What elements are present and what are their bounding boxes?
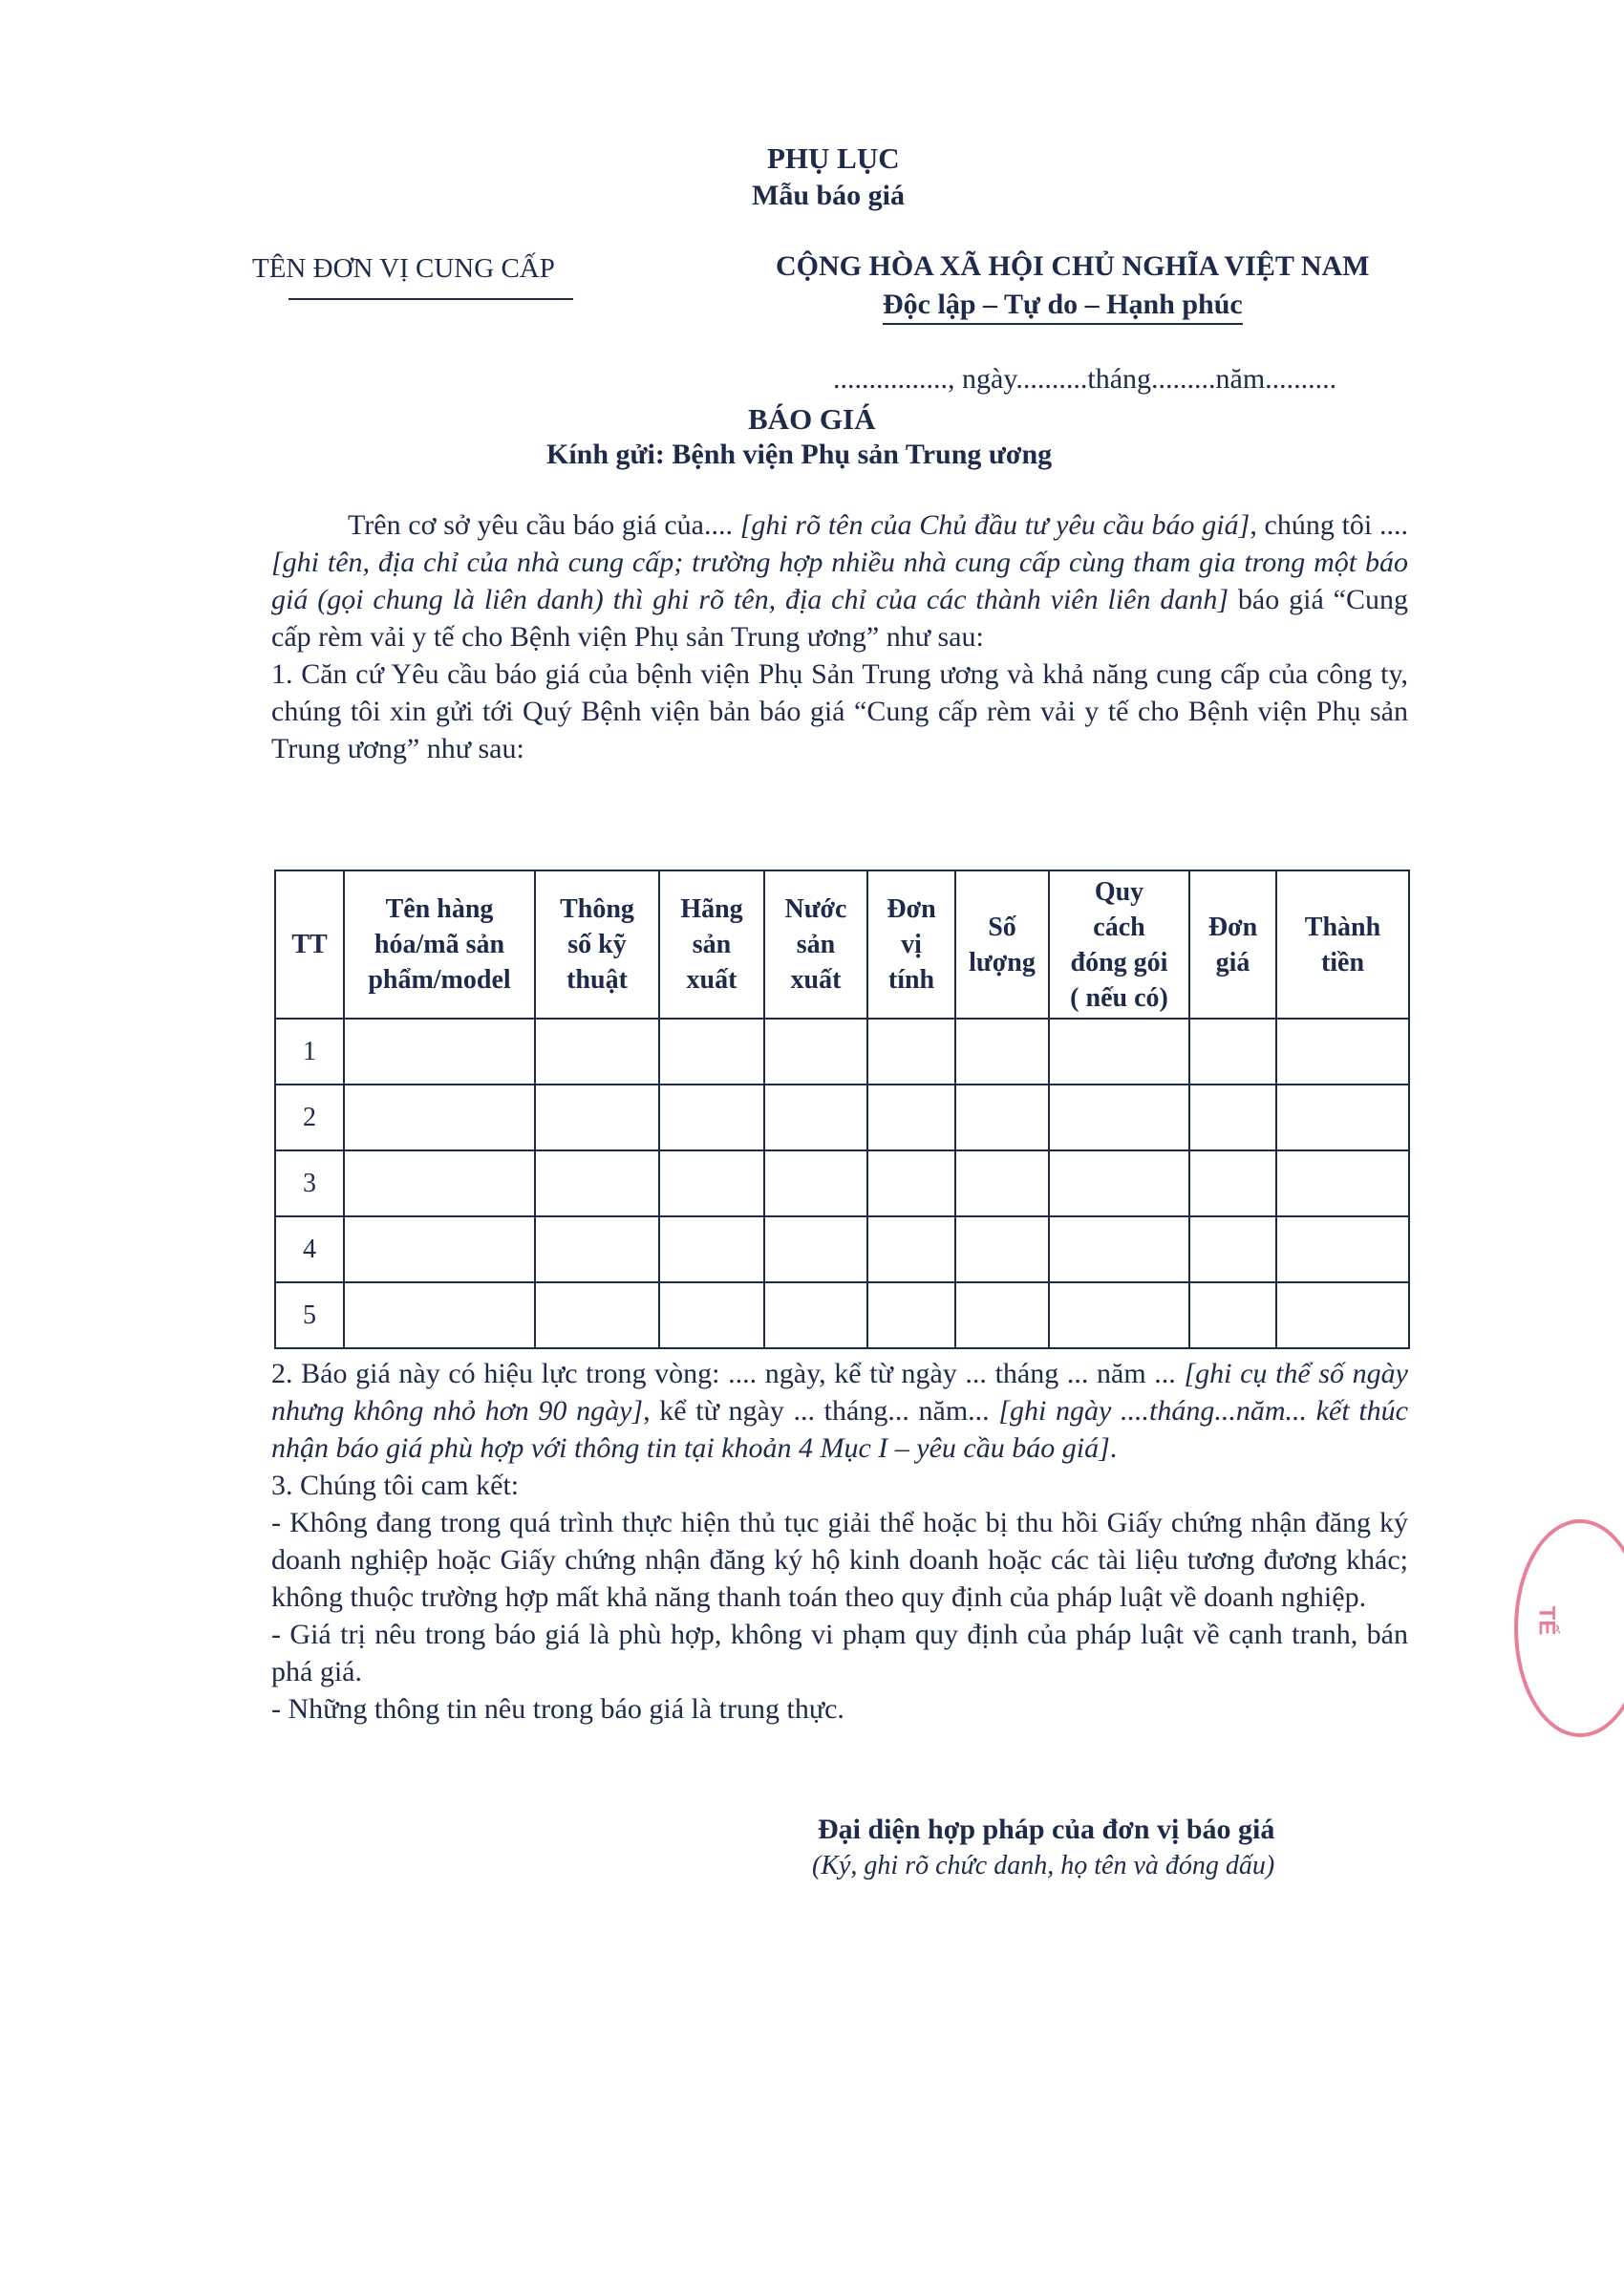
table-body bbox=[275, 1019, 1409, 1348]
header-unit-price: Đơn giá bbox=[1189, 870, 1276, 1019]
header-tt: TT bbox=[275, 870, 344, 1019]
empty-cell bbox=[955, 1150, 1049, 1216]
intro-text-3: báo giá “Cung cấp rèm vải y tế cho Bệnh viện Phụ sản Trung ương” như sau: bbox=[271, 584, 1408, 653]
table-row bbox=[275, 1216, 1409, 1282]
header-manufacturer: Hãng sản xuất bbox=[659, 870, 764, 1019]
supplier-underline bbox=[288, 298, 573, 300]
republic-heading: CỘNG HÒA XÃ HỘI CHỦ NGHĨA VIỆT NAM bbox=[776, 250, 1370, 282]
quote-title: BÁO GIÁ bbox=[748, 402, 876, 436]
table-row bbox=[275, 1085, 1409, 1150]
table-row bbox=[275, 1150, 1409, 1216]
empty-cell bbox=[867, 1282, 955, 1348]
terms-section bbox=[271, 1355, 1408, 1728]
intro-text-2: , chúng tôi .... bbox=[1250, 509, 1408, 541]
empty-cell bbox=[659, 1019, 764, 1085]
header-spec: Thông số kỹ thuật bbox=[535, 870, 659, 1019]
row-number-cell: 5 bbox=[275, 1282, 344, 1348]
national-motto: Độc lập – Tự do – Hạnh phúc bbox=[883, 289, 1243, 325]
red-seal-stamp: TẾ bbox=[1514, 1519, 1624, 1737]
empty-cell bbox=[1276, 1085, 1409, 1150]
empty-cell bbox=[1049, 1282, 1189, 1348]
table-row bbox=[275, 1019, 1409, 1085]
empty-cell bbox=[535, 1282, 659, 1348]
row-number-cell: 3 bbox=[275, 1150, 344, 1216]
empty-cell bbox=[1049, 1216, 1189, 1282]
empty-cell bbox=[344, 1282, 535, 1348]
empty-cell bbox=[1276, 1216, 1409, 1282]
appendix-subtitle: Mẫu báo giá bbox=[752, 180, 906, 211]
supplier-name-label: TÊN ĐƠN VỊ CUNG CẤP bbox=[252, 253, 555, 284]
empty-cell bbox=[955, 1216, 1049, 1282]
table-header-row bbox=[275, 870, 1409, 1019]
quote-table bbox=[274, 870, 1410, 1349]
empty-cell bbox=[764, 1282, 867, 1348]
table-row bbox=[275, 1282, 1409, 1348]
recipient-line: Kính gửi: Bệnh viện Phụ sản Trung ương bbox=[546, 439, 1053, 470]
empty-cell bbox=[1049, 1150, 1189, 1216]
signature-title: Đại diện hợp pháp của đơn vị báo giá bbox=[818, 1814, 1275, 1845]
commitment-3: - Những thông tin nêu trong báo giá là trung thực. bbox=[271, 1693, 844, 1725]
empty-cell bbox=[1189, 1216, 1276, 1282]
empty-cell bbox=[535, 1085, 659, 1150]
empty-cell bbox=[867, 1216, 955, 1282]
intro-text-1: Trên cơ sở yêu cầu báo giá của.... bbox=[348, 509, 740, 541]
header-quantity: Số lượng bbox=[955, 870, 1049, 1019]
empty-cell bbox=[764, 1216, 867, 1282]
header-packaging: Quy cách đóng gói ( nếu có) bbox=[1049, 870, 1189, 1019]
empty-cell bbox=[659, 1282, 764, 1348]
empty-cell bbox=[344, 1216, 535, 1282]
header-product-name: Tên hàng hóa/mã sản phẩm/model bbox=[344, 870, 535, 1019]
row-number-cell: 2 bbox=[275, 1085, 344, 1150]
empty-cell bbox=[535, 1216, 659, 1282]
intro-owner-placeholder: [ghi rõ tên của Chủ đầu tư yêu cầu báo giá] bbox=[739, 509, 1250, 541]
empty-cell bbox=[1049, 1019, 1189, 1085]
empty-cell bbox=[535, 1150, 659, 1216]
commitment-2: - Giá trị nêu trong báo giá là phù hợp, không vi phạm quy định của pháp luật về cạnh tranh, bán phá giá. bbox=[271, 1619, 1408, 1687]
row-number-cell: 1 bbox=[275, 1019, 344, 1085]
empty-cell bbox=[344, 1019, 535, 1085]
empty-cell bbox=[1276, 1282, 1409, 1348]
empty-cell bbox=[955, 1282, 1049, 1348]
empty-cell bbox=[867, 1150, 955, 1216]
empty-cell bbox=[764, 1150, 867, 1216]
empty-cell bbox=[955, 1019, 1049, 1085]
empty-cell bbox=[344, 1150, 535, 1216]
item-1: 1. Căn cứ Yêu cầu báo giá của bệnh viện Phụ Sản Trung ương và khả năng cung cấp của công ty, chúng tôi xin gửi tới Quý Bệnh viện bản báo giá “Cung cấp rèm vải y tế cho Bệnh viện Phụ sản Trung ương” như sau: bbox=[271, 658, 1408, 764]
date-line: ................, ngày..........tháng.........năm.......... bbox=[833, 363, 1337, 395]
empty-cell bbox=[1189, 1150, 1276, 1216]
intro-supplier-placeholder: [ghi tên, địa chỉ của nhà cung cấp; trường hợp nhiều nhà cung cấp cùng tham gia trong một báo giá (gọi chung là liên danh) thì ghi rõ tên, địa chỉ của các thành viên liên danh] bbox=[271, 547, 1408, 615]
empty-cell bbox=[659, 1150, 764, 1216]
empty-cell bbox=[659, 1216, 764, 1282]
intro-paragraph bbox=[271, 506, 1408, 767]
empty-cell bbox=[1189, 1085, 1276, 1150]
empty-cell bbox=[659, 1085, 764, 1150]
empty-cell bbox=[867, 1085, 955, 1150]
empty-cell bbox=[764, 1019, 867, 1085]
empty-cell bbox=[1189, 1019, 1276, 1085]
item-2-date-placeholder: [ghi ngày ....tháng...năm... kết thúc nhận báo giá phù hợp với thông tin tại khoản 4 Mục I – yêu cầu báo giá] bbox=[271, 1395, 1408, 1464]
empty-cell bbox=[344, 1085, 535, 1150]
empty-cell bbox=[1276, 1019, 1409, 1085]
header-total: Thành tiền bbox=[1276, 870, 1409, 1019]
empty-cell bbox=[1049, 1085, 1189, 1150]
item-2: 2. Báo giá này có hiệu lực trong vòng: .... ngày, kể từ ngày ... tháng ... năm ... [ghi cụ thể số ngày nhưng không nhỏ hơn 90 ngày], kể từ ngày ... tháng... năm... [ghi ngày ....tháng...năm... kết thúc nhận báo giá phù hợp với thông tin tại khoản 4 Mục I – yêu cầu báo giá]. bbox=[271, 1358, 1408, 1464]
empty-cell bbox=[867, 1019, 955, 1085]
appendix-title: PHỤ LỤC bbox=[767, 141, 900, 175]
signature-note: (Ký, ghi rõ chức danh, họ tên và đóng dấu) bbox=[812, 1851, 1275, 1880]
empty-cell bbox=[1189, 1282, 1276, 1348]
commitment-1: - Không đang trong quá trình thực hiện thủ tục giải thể hoặc bị thu hồi Giấy chứng nhận đăng ký doanh nghiệp hoặc Giấy chứng nhận đăng ký hộ kinh doanh hoặc các tài liệu tương đương khác; không thuộc trường hợp mất khả năng thanh toán theo quy định của pháp luật về doanh nghiệp. bbox=[271, 1507, 1408, 1613]
header-country: Nước sản xuất bbox=[764, 870, 867, 1019]
item-2-days-placeholder: [ghi cụ thể số ngày nhưng không nhỏ hơn 90 ngày] bbox=[271, 1358, 1408, 1427]
item-3-title: 3. Chúng tôi cam kết: bbox=[271, 1470, 520, 1501]
row-number-cell: 4 bbox=[275, 1216, 344, 1282]
header-unit: Đơn vị tính bbox=[867, 870, 955, 1019]
empty-cell bbox=[535, 1019, 659, 1085]
empty-cell bbox=[955, 1085, 1049, 1150]
empty-cell bbox=[764, 1085, 867, 1150]
empty-cell bbox=[1276, 1150, 1409, 1216]
